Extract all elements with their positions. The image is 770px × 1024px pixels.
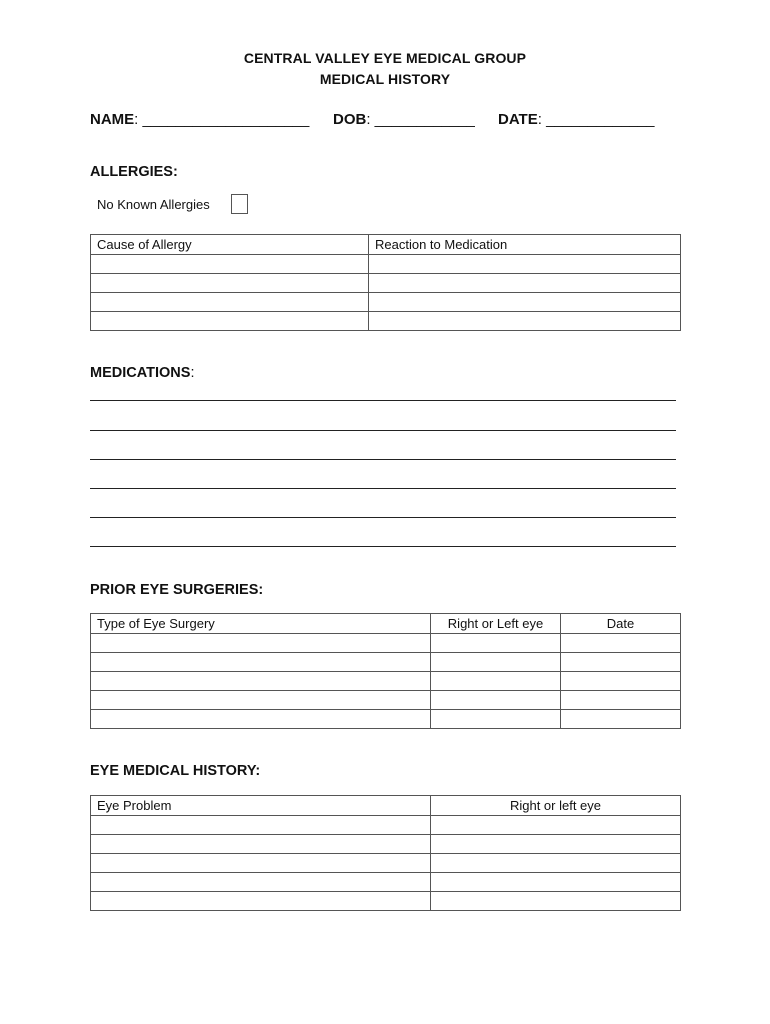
prior-surgeries-heading: PRIOR EYE SURGERIES: bbox=[90, 582, 264, 598]
table-cell[interactable] bbox=[91, 274, 369, 293]
table-cell[interactable] bbox=[91, 653, 431, 672]
table-cell[interactable] bbox=[369, 255, 681, 274]
table-cell[interactable] bbox=[369, 274, 681, 293]
medication-line[interactable] bbox=[90, 459, 676, 460]
date-blank: : _____________ bbox=[537, 111, 655, 128]
table-cell[interactable] bbox=[431, 873, 681, 892]
name-label: NAME bbox=[90, 111, 135, 128]
table-row bbox=[91, 710, 681, 729]
table-cell[interactable] bbox=[91, 634, 431, 653]
medications-heading bbox=[90, 365, 194, 381]
allergies-heading: ALLERGIES: bbox=[90, 164, 178, 180]
table-header-row bbox=[91, 235, 681, 255]
table-header-row bbox=[91, 796, 681, 816]
medication-line[interactable] bbox=[90, 546, 676, 547]
name-blank: : ____________________ bbox=[134, 111, 310, 128]
document-title: MEDICAL HISTORY bbox=[319, 71, 451, 87]
column-header-surgery-type: Type of Eye Surgery bbox=[91, 614, 431, 634]
table-row bbox=[91, 873, 681, 892]
no-known-allergies-checkbox[interactable] bbox=[231, 194, 248, 214]
table-cell[interactable] bbox=[431, 691, 561, 710]
column-header-eye-side: Right or Left eye bbox=[431, 614, 561, 634]
eye-history-table bbox=[90, 795, 681, 911]
table-cell[interactable] bbox=[561, 691, 681, 710]
table-cell[interactable] bbox=[91, 691, 431, 710]
table-header-row bbox=[91, 614, 681, 634]
column-header-eye-problem: Eye Problem bbox=[91, 796, 431, 816]
column-header-cause: Cause of Allergy bbox=[91, 235, 369, 255]
table-cell[interactable] bbox=[561, 634, 681, 653]
table-row bbox=[91, 816, 681, 835]
table-row bbox=[91, 653, 681, 672]
table-cell[interactable] bbox=[91, 835, 431, 854]
dob-blank: : ____________ bbox=[366, 111, 475, 128]
table-cell[interactable] bbox=[91, 854, 431, 873]
table-cell[interactable] bbox=[91, 255, 369, 274]
table-row bbox=[91, 892, 681, 911]
no-known-allergies-label: No Known Allergies bbox=[97, 197, 210, 212]
date-field[interactable] bbox=[498, 111, 655, 128]
table-row bbox=[91, 293, 681, 312]
eye-history-heading: EYE MEDICAL HISTORY: bbox=[90, 763, 261, 779]
table-cell[interactable] bbox=[91, 672, 431, 691]
column-header-reaction: Reaction to Medication bbox=[369, 235, 681, 255]
table-cell[interactable] bbox=[431, 854, 681, 873]
org-title: CENTRAL VALLEY EYE MEDICAL GROUP bbox=[243, 50, 527, 66]
table-row bbox=[91, 634, 681, 653]
medications-heading-text: MEDICATIONS bbox=[90, 365, 191, 381]
medication-line[interactable] bbox=[90, 400, 676, 401]
table-cell[interactable] bbox=[431, 653, 561, 672]
table-row bbox=[91, 691, 681, 710]
table-cell[interactable] bbox=[561, 653, 681, 672]
allergies-table bbox=[90, 234, 681, 331]
table-row bbox=[91, 854, 681, 873]
table-cell[interactable] bbox=[431, 710, 561, 729]
prior-surgeries-table bbox=[90, 613, 681, 729]
table-cell[interactable] bbox=[369, 293, 681, 312]
table-cell[interactable] bbox=[431, 634, 561, 653]
table-cell[interactable] bbox=[431, 816, 681, 835]
table-cell[interactable] bbox=[561, 710, 681, 729]
dob-label: DOB bbox=[333, 111, 367, 128]
table-cell[interactable] bbox=[369, 312, 681, 331]
table-cell[interactable] bbox=[561, 672, 681, 691]
column-header-date: Date bbox=[561, 614, 681, 634]
column-header-eye-side: Right or left eye bbox=[431, 796, 681, 816]
table-cell[interactable] bbox=[91, 293, 369, 312]
table-cell[interactable] bbox=[91, 312, 369, 331]
table-row bbox=[91, 835, 681, 854]
dob-field[interactable] bbox=[333, 111, 475, 128]
table-cell[interactable] bbox=[91, 873, 431, 892]
table-row bbox=[91, 255, 681, 274]
date-label: DATE bbox=[498, 111, 538, 128]
medication-line[interactable] bbox=[90, 517, 676, 518]
medications-heading-colon: : bbox=[190, 365, 195, 381]
medication-line[interactable] bbox=[90, 488, 676, 489]
table-row bbox=[91, 274, 681, 293]
name-field[interactable] bbox=[90, 111, 309, 128]
table-cell[interactable] bbox=[91, 892, 431, 911]
table-cell[interactable] bbox=[431, 672, 561, 691]
table-cell[interactable] bbox=[431, 892, 681, 911]
table-row bbox=[91, 312, 681, 331]
table-row bbox=[91, 672, 681, 691]
table-cell[interactable] bbox=[431, 835, 681, 854]
table-cell[interactable] bbox=[91, 710, 431, 729]
table-cell[interactable] bbox=[91, 816, 431, 835]
medication-line[interactable] bbox=[90, 430, 676, 431]
